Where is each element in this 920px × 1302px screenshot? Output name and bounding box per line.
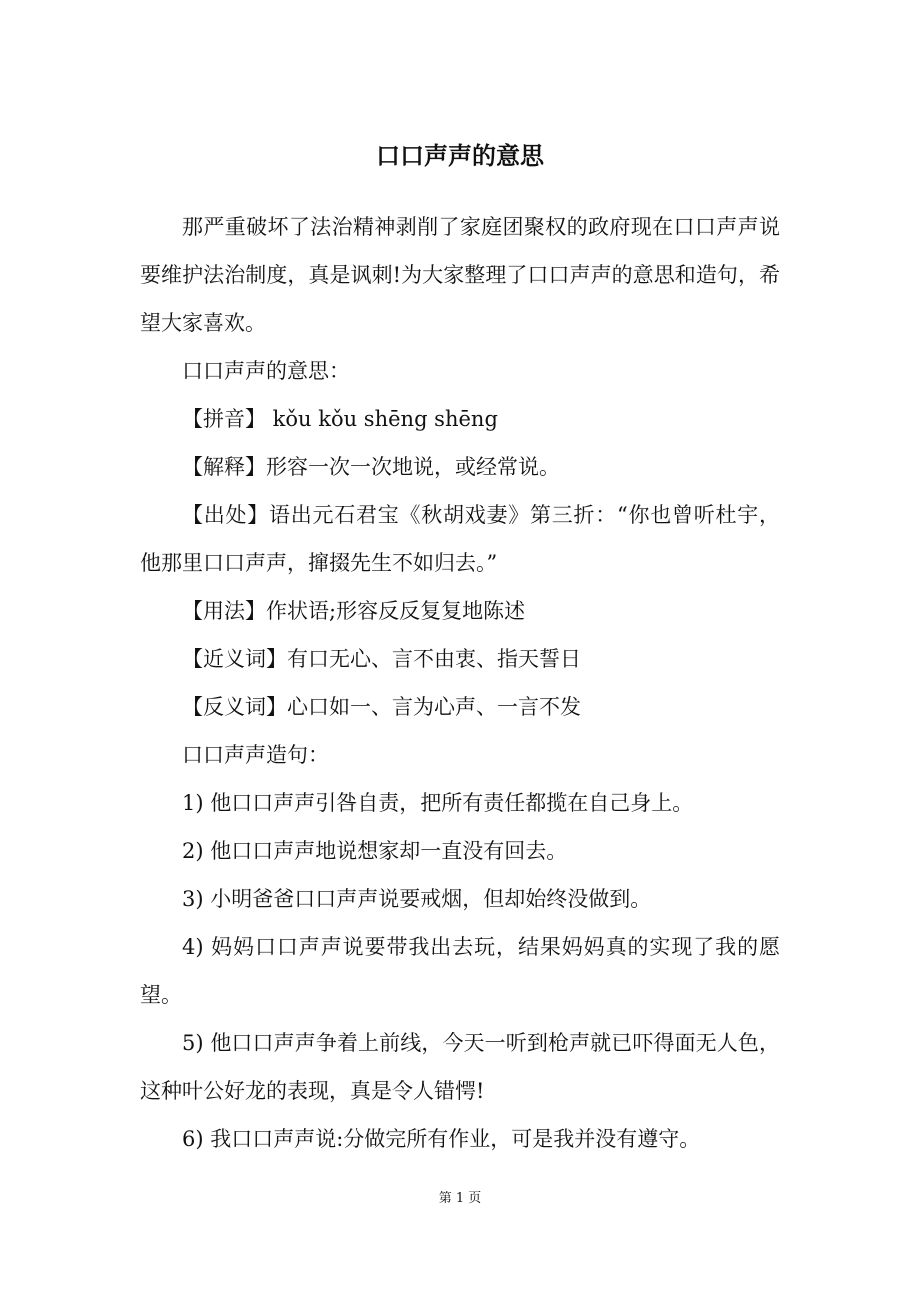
page-number: 第 1 页 — [438, 1191, 482, 1206]
usage-line: 【用法】作状语;形容反反复复地陈述 — [182, 599, 526, 623]
example-sentence-2: 2) 他口口声声地说想家却一直没有回去。 — [182, 839, 568, 863]
page-title: 口口声声的意思 — [376, 142, 544, 170]
document-body — [140, 203, 780, 1163]
example-sentence-1: 1) 他口口声声引咎自责，把所有责任都揽在自己身上。 — [182, 791, 694, 815]
example-sentence-3: 3) 小明爸爸口口声声说要戒烟，但却始终没做到。 — [182, 887, 652, 911]
synonyms-line: 【近义词】有口无心、言不由衷、指天誓日 — [182, 647, 581, 671]
example-sentence-6: 6) 我口口声声说:分做完所有作业，可是我并没有遵守。 — [182, 1127, 701, 1151]
pinyin-line: 【拼音】 kǒu kǒu shēng shēng — [182, 407, 498, 431]
source-paragraph: 【出处】语出元石君宝《秋胡戏妻》第三折：“你也曾听杜宇，他那里口口声声，撺掇先生不如归去。” — [140, 503, 780, 575]
explanation-line: 【解释】形容一次一次地说，或经常说。 — [182, 455, 560, 479]
example-sentence-5: 5) 他口口声声争着上前线，今天一听到枪声就已吓得面无人色，这种叶公好龙的表现，真是令人错愕! — [140, 1031, 780, 1103]
example-sentence-4: 4) 妈妈口口声声说要带我出去玩，结果妈妈真的实现了我的愿望。 — [140, 935, 780, 1007]
intro-paragraph: 那严重破坏了法治精神剥削了家庭团聚权的政府现在口口声声说要维护法治制度，真是讽刺!为大家整理了口口声声的意思和造句，希望大家喜欢。 — [140, 215, 780, 335]
examples-heading: 口口声声造句： — [182, 743, 329, 767]
antonyms-line: 【反义词】心口如一、言为心声、一言不发 — [182, 695, 581, 719]
meaning-heading: 口口声声的意思： — [182, 359, 350, 383]
